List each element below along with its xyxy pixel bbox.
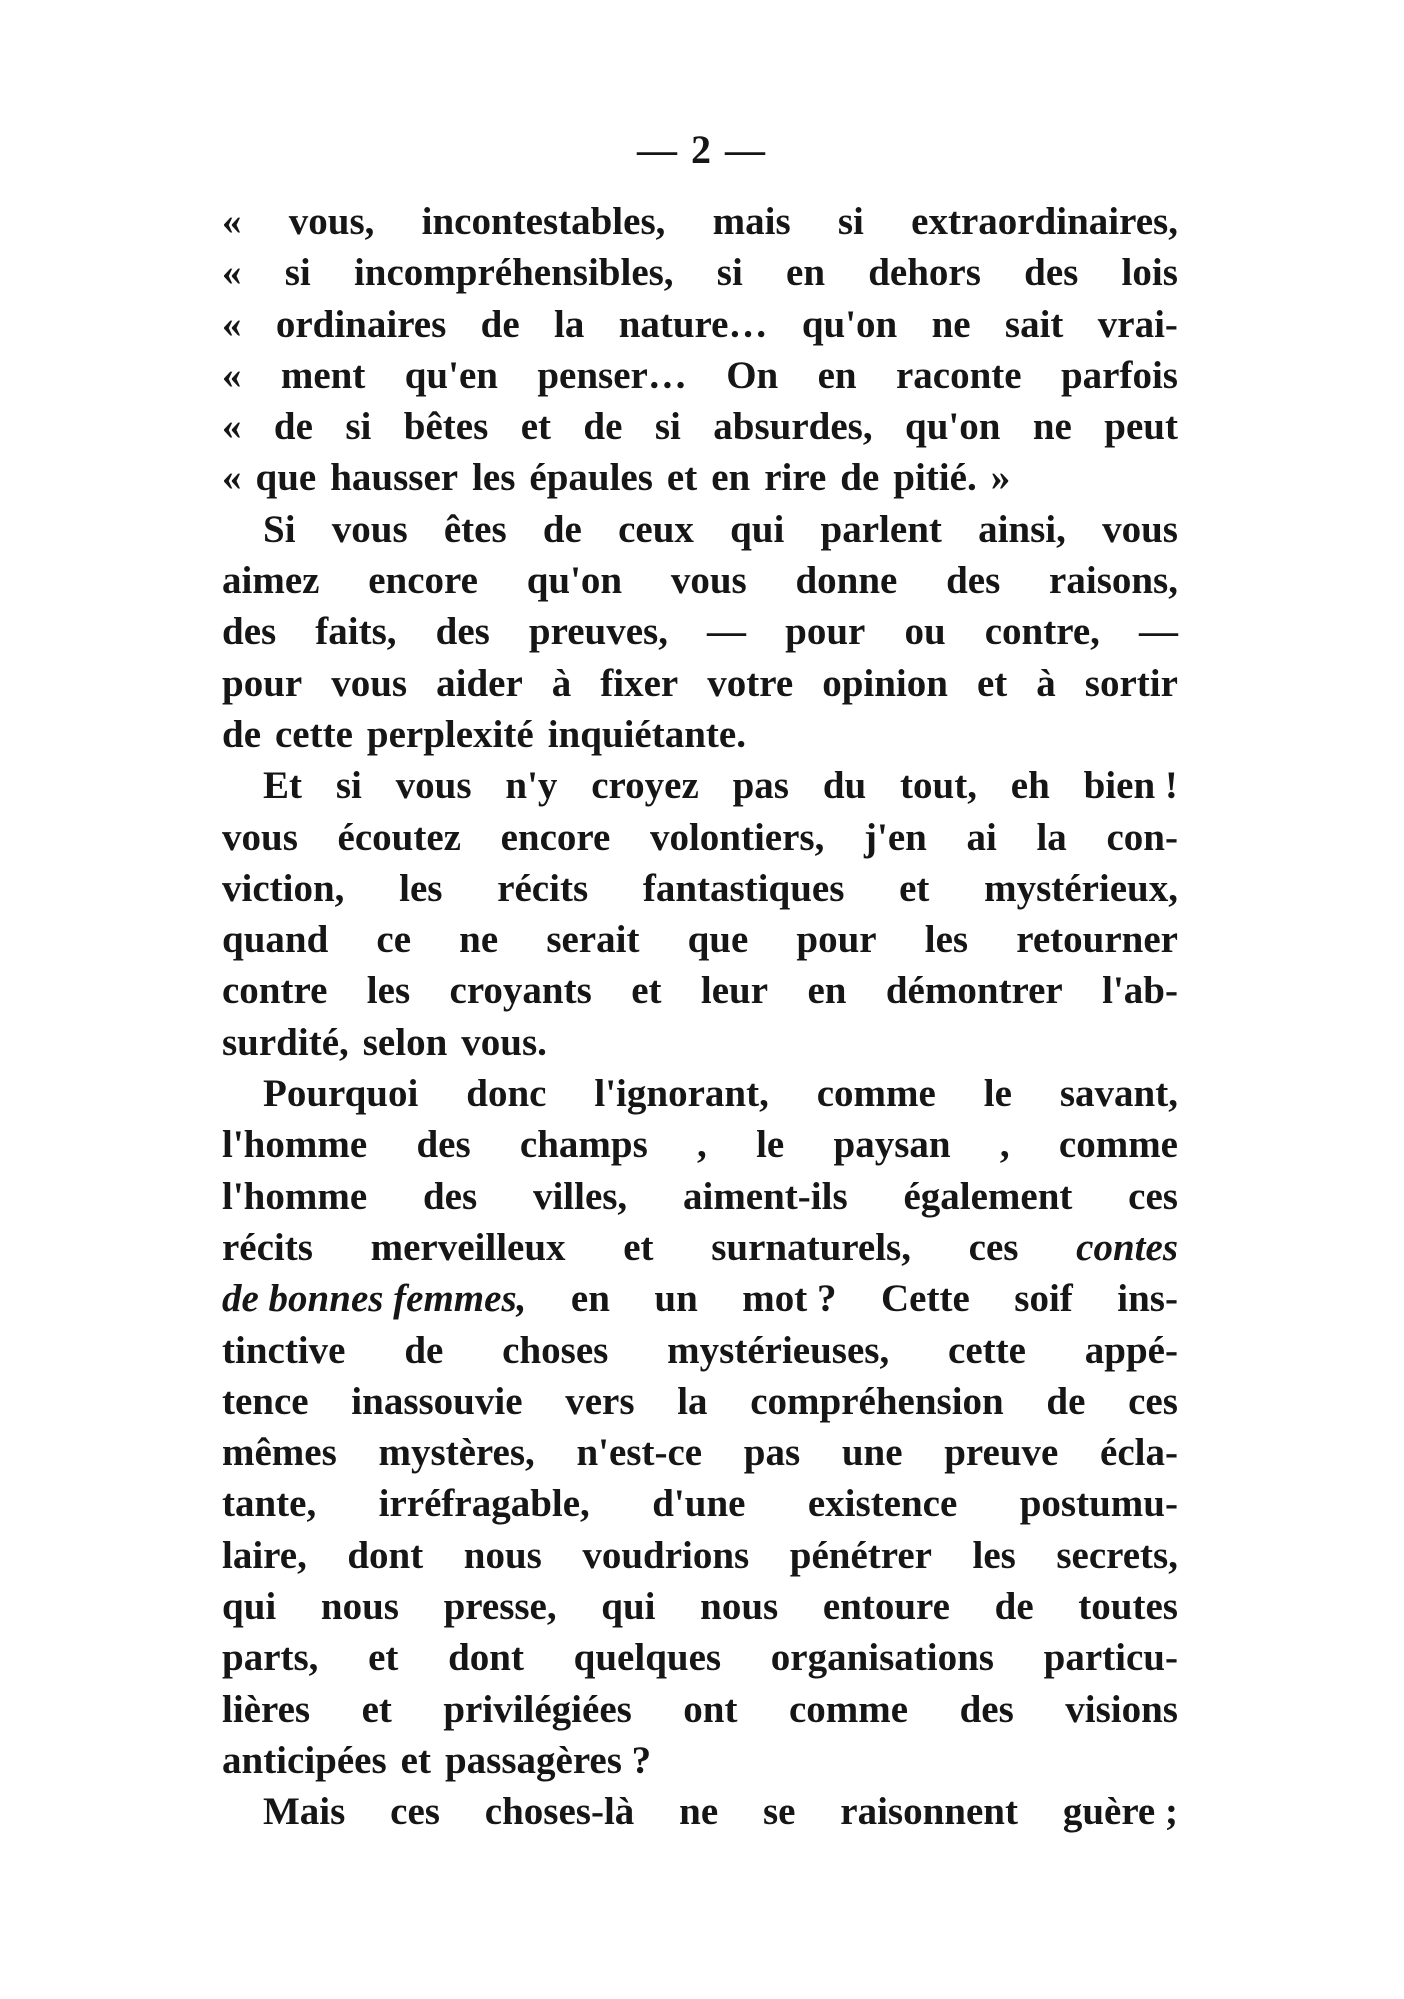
word: peut (1104, 405, 1178, 449)
word: le (983, 1072, 1012, 1116)
text-line (222, 350, 1178, 401)
text-line (222, 1376, 1178, 1427)
word: n'y (505, 764, 558, 808)
word: qui (222, 1585, 277, 1629)
word: ces (1128, 1379, 1178, 1423)
word: eh (1010, 764, 1050, 808)
word: ne (459, 918, 499, 962)
word: quelques (573, 1636, 722, 1680)
word: tence (222, 1379, 309, 1423)
word: n'est-ce (576, 1431, 703, 1475)
word: parfois (1060, 353, 1178, 397)
word: et (666, 456, 698, 500)
word: nous (700, 1585, 779, 1629)
word: de (583, 405, 623, 449)
word: cette (948, 1328, 1026, 1372)
word: de (480, 302, 520, 346)
word: incontestables, (421, 200, 666, 243)
word: vous (395, 764, 472, 808)
word: de (542, 507, 582, 551)
word: si (716, 251, 743, 295)
word: anticipées (222, 1738, 387, 1782)
word: nous (463, 1533, 542, 1577)
word: privilégiées (443, 1687, 632, 1731)
word: mêmes (222, 1431, 337, 1475)
word: savant, (1059, 1072, 1178, 1116)
word: nature… (618, 302, 768, 346)
word: et (899, 866, 930, 910)
text-line (222, 658, 1178, 709)
word: On (726, 353, 779, 397)
word: encore (368, 559, 478, 603)
word: ceux (618, 507, 694, 551)
text-line (222, 555, 1178, 606)
word: champs (519, 1123, 648, 1167)
word: Cette (881, 1277, 970, 1321)
word: perplexité (366, 712, 534, 756)
word: inassouvie (351, 1379, 523, 1423)
word: et (368, 1636, 399, 1680)
word: « (222, 353, 242, 397)
word: êtes (443, 507, 507, 551)
word: une (841, 1431, 903, 1475)
word: croyants (449, 969, 592, 1013)
word: volontiers, (649, 815, 825, 859)
word: de (1046, 1379, 1086, 1423)
word: et (400, 1738, 431, 1782)
word: des (416, 1123, 471, 1167)
word: qu'on (905, 405, 1001, 449)
word: » (990, 456, 1011, 500)
word: pour (785, 610, 866, 654)
word: hausser (330, 456, 459, 500)
word: mais (712, 200, 791, 243)
word: Si (263, 507, 296, 551)
word: en (807, 969, 847, 1013)
text-line (222, 1478, 1178, 1529)
word: guère ; (1062, 1790, 1178, 1834)
word: « (222, 405, 242, 449)
word: surdité, (222, 1020, 349, 1064)
text-line (222, 1427, 1178, 1478)
word: dont (448, 1636, 524, 1680)
text-line (222, 863, 1178, 914)
word: serait (546, 918, 640, 962)
word: pas (743, 1431, 801, 1475)
word: vrai- (1097, 302, 1178, 346)
word: si (837, 200, 864, 243)
word: si (654, 405, 681, 449)
word: vous, (288, 200, 375, 243)
word: si (345, 405, 372, 449)
word: encore (500, 815, 611, 859)
word: de (222, 712, 261, 756)
word: aider (436, 661, 523, 705)
word: qui (601, 1585, 656, 1629)
word: vous (1102, 507, 1178, 551)
text-line (222, 1632, 1178, 1683)
text-line (222, 401, 1178, 452)
word: postumu- (1019, 1482, 1178, 1526)
word: nous (320, 1585, 399, 1629)
text-line (222, 1735, 1178, 1786)
word: les (472, 456, 516, 500)
word: entoure (822, 1585, 950, 1629)
word: passagères ? (444, 1738, 652, 1782)
word: mot ? (742, 1277, 837, 1321)
word: , (697, 1123, 707, 1167)
word: pour (796, 918, 877, 962)
word: con- (1106, 815, 1178, 859)
word: l'homme (222, 1123, 368, 1167)
word: un (654, 1277, 698, 1321)
word: fantastiques (642, 866, 845, 910)
word: vers (565, 1379, 635, 1423)
word: ne (931, 302, 971, 346)
word: donne (795, 559, 898, 603)
word: l'ignorant, (594, 1072, 769, 1116)
word: que (255, 456, 317, 500)
word: tout, (900, 764, 977, 808)
word: « (222, 302, 242, 346)
word: paysan (833, 1123, 951, 1167)
word: lois (1121, 251, 1178, 295)
word: penser… (537, 353, 687, 397)
word: appé- (1084, 1328, 1178, 1372)
text-line (222, 1171, 1178, 1222)
word: l'homme (222, 1174, 368, 1218)
word: les (924, 918, 969, 962)
word: raconte (895, 353, 1022, 397)
word: en (817, 353, 857, 397)
word: démontrer (885, 969, 1063, 1013)
word: compréhension (750, 1379, 1004, 1423)
text-line (222, 914, 1178, 965)
word: et (520, 405, 551, 449)
word: que (687, 918, 749, 962)
text-line (222, 606, 1178, 657)
word: ou (904, 610, 946, 654)
word: des (222, 610, 277, 654)
word: vous (331, 507, 408, 551)
text-line (222, 1786, 1178, 1837)
word: inquiétante. (547, 712, 746, 756)
text-line (222, 196, 1178, 247)
word: ainsi, (978, 507, 1066, 551)
word: ces (390, 1790, 440, 1834)
word: les (972, 1533, 1016, 1577)
word: ont (683, 1687, 738, 1731)
word: selon (362, 1020, 448, 1064)
text-line (222, 1684, 1178, 1735)
word: quand (222, 918, 329, 962)
word: ne (679, 1790, 719, 1834)
word: mystérieuses, (667, 1328, 890, 1372)
word: pas (732, 764, 789, 808)
word: mystères, (378, 1431, 535, 1475)
word: sortir (1084, 661, 1178, 705)
word: du (822, 764, 867, 808)
word: si (335, 764, 362, 808)
text-line (222, 1017, 1178, 1068)
word: villes, (532, 1174, 628, 1218)
word: merveilleux (370, 1225, 566, 1269)
word: ai (966, 815, 997, 859)
word: dehors (868, 251, 981, 295)
word: la (677, 1379, 708, 1423)
word: pitié. (893, 456, 977, 500)
word: viction, (222, 866, 345, 910)
word: retourner (1016, 918, 1178, 962)
word: qui (730, 507, 785, 551)
word: choses (502, 1328, 609, 1372)
word: comme (788, 1687, 909, 1731)
word: d'une (652, 1482, 746, 1526)
word: si (284, 251, 311, 295)
word: Pourquoi (263, 1072, 419, 1116)
word: particu- (1043, 1636, 1178, 1680)
text-line (222, 1530, 1178, 1581)
word: ces (968, 1225, 1019, 1269)
word: voudrions (582, 1533, 750, 1577)
word: preuves, (528, 610, 668, 654)
word: choses-là (484, 1790, 635, 1834)
word: incompréhensibles, (353, 251, 674, 295)
word: Et (263, 764, 302, 808)
word: ins- (1117, 1277, 1178, 1321)
word: vous. (461, 1020, 547, 1064)
word: Mais (263, 1790, 346, 1834)
word: dont (347, 1533, 424, 1577)
word: vous (670, 559, 747, 603)
word: rire (764, 456, 827, 500)
word: bien ! (1083, 764, 1178, 808)
word: tante, (222, 1482, 317, 1526)
word: leur (700, 969, 769, 1013)
word: raisonnent (840, 1790, 1018, 1834)
text-line (222, 1581, 1178, 1632)
word: épaules (529, 456, 653, 500)
word: de (994, 1585, 1034, 1629)
word: en (786, 251, 826, 295)
word: écla- (1100, 1431, 1178, 1475)
word: des (946, 559, 1001, 603)
word: ces (1128, 1174, 1178, 1218)
word: récits (222, 1225, 313, 1269)
word: les (366, 969, 411, 1013)
word: mystérieux, (984, 866, 1178, 910)
text-line (222, 1119, 1178, 1170)
word: et (631, 969, 662, 1013)
word: comme (1058, 1123, 1178, 1167)
text-line (222, 812, 1178, 863)
word: aiment-ils (682, 1174, 848, 1218)
text-line (222, 965, 1178, 1016)
word: en (570, 1277, 610, 1321)
word: de (840, 456, 880, 500)
word: la (554, 302, 585, 346)
word: donc (466, 1072, 547, 1116)
word: absurdes, (713, 405, 873, 449)
word: raisons, (1049, 559, 1178, 603)
word: à (551, 661, 572, 705)
word: la (1036, 815, 1067, 859)
word: ment (280, 353, 366, 397)
word: , (999, 1123, 1010, 1167)
word: tinctive (222, 1328, 346, 1372)
word: lières (222, 1687, 311, 1731)
word: preuve (944, 1431, 1059, 1475)
word: faits, (315, 610, 397, 654)
text-line (222, 299, 1178, 350)
word: aimez (222, 559, 320, 603)
word: récits (497, 866, 589, 910)
word: bêtes (403, 405, 489, 449)
text-line (222, 1068, 1178, 1119)
word: de (404, 1328, 444, 1372)
word: des (1024, 251, 1079, 295)
word: soif (1014, 1277, 1073, 1321)
word: « (222, 456, 242, 500)
word: « (222, 251, 242, 295)
word: vous (222, 815, 298, 859)
word: de (273, 405, 313, 449)
word: extraordinaires, (911, 200, 1178, 243)
text-line (222, 247, 1178, 298)
word: organisations (770, 1636, 994, 1680)
word: et (361, 1687, 392, 1731)
word: vous (331, 661, 408, 705)
word: secrets, (1056, 1533, 1178, 1577)
word: « (222, 200, 242, 243)
word: j'en (864, 815, 927, 859)
word: en (711, 456, 751, 500)
word: votre (707, 661, 794, 705)
text-line (222, 1325, 1178, 1376)
word: pour (222, 661, 303, 705)
word: écoutez (337, 815, 461, 859)
text-line (222, 452, 1178, 503)
word: se (762, 1790, 796, 1834)
word: qu'on (526, 559, 623, 603)
word: existence (807, 1482, 958, 1526)
word: contre (222, 969, 328, 1013)
body-text (222, 196, 1178, 1838)
word: ne (1032, 405, 1072, 449)
word: et (976, 661, 1008, 705)
word: irréfragable, (378, 1482, 590, 1526)
word: comme (816, 1072, 936, 1116)
word: pénétrer (789, 1533, 932, 1577)
word: cette (275, 712, 353, 756)
text-line (222, 504, 1178, 555)
word: surnaturels, (711, 1225, 911, 1269)
word: — (1138, 610, 1178, 654)
word: toutes (1078, 1585, 1178, 1629)
word: — (707, 610, 747, 654)
word: sait (1004, 302, 1064, 346)
word: laire, (222, 1533, 307, 1577)
word: parlent (820, 507, 942, 551)
word: presse, (443, 1585, 557, 1629)
word: l'ab- (1102, 969, 1178, 1013)
text-line (222, 1222, 1178, 1273)
word: également (903, 1174, 1073, 1218)
word: le (756, 1123, 785, 1167)
word: à (1036, 661, 1056, 705)
word: et (623, 1225, 654, 1269)
word: ordinaires (275, 302, 447, 346)
word: opinion (822, 661, 948, 705)
word: les (399, 866, 443, 910)
text-line (222, 709, 1178, 760)
word: visions (1065, 1687, 1178, 1731)
page-number: — 2 — (637, 127, 767, 172)
text-line (222, 1273, 1178, 1324)
word: contre, (984, 610, 1100, 654)
word: contes (1076, 1225, 1178, 1269)
word: qu'en (404, 353, 498, 397)
word: des (959, 1687, 1014, 1731)
word: des (435, 610, 490, 654)
word: des (422, 1174, 478, 1218)
word: qu'on (801, 302, 898, 346)
text-line (222, 760, 1178, 811)
word: parts, (222, 1636, 319, 1680)
word: ce (376, 918, 412, 962)
word: croyez (591, 764, 699, 808)
word: de bonnes femmes, (222, 1277, 527, 1321)
word: fixer (600, 661, 679, 705)
